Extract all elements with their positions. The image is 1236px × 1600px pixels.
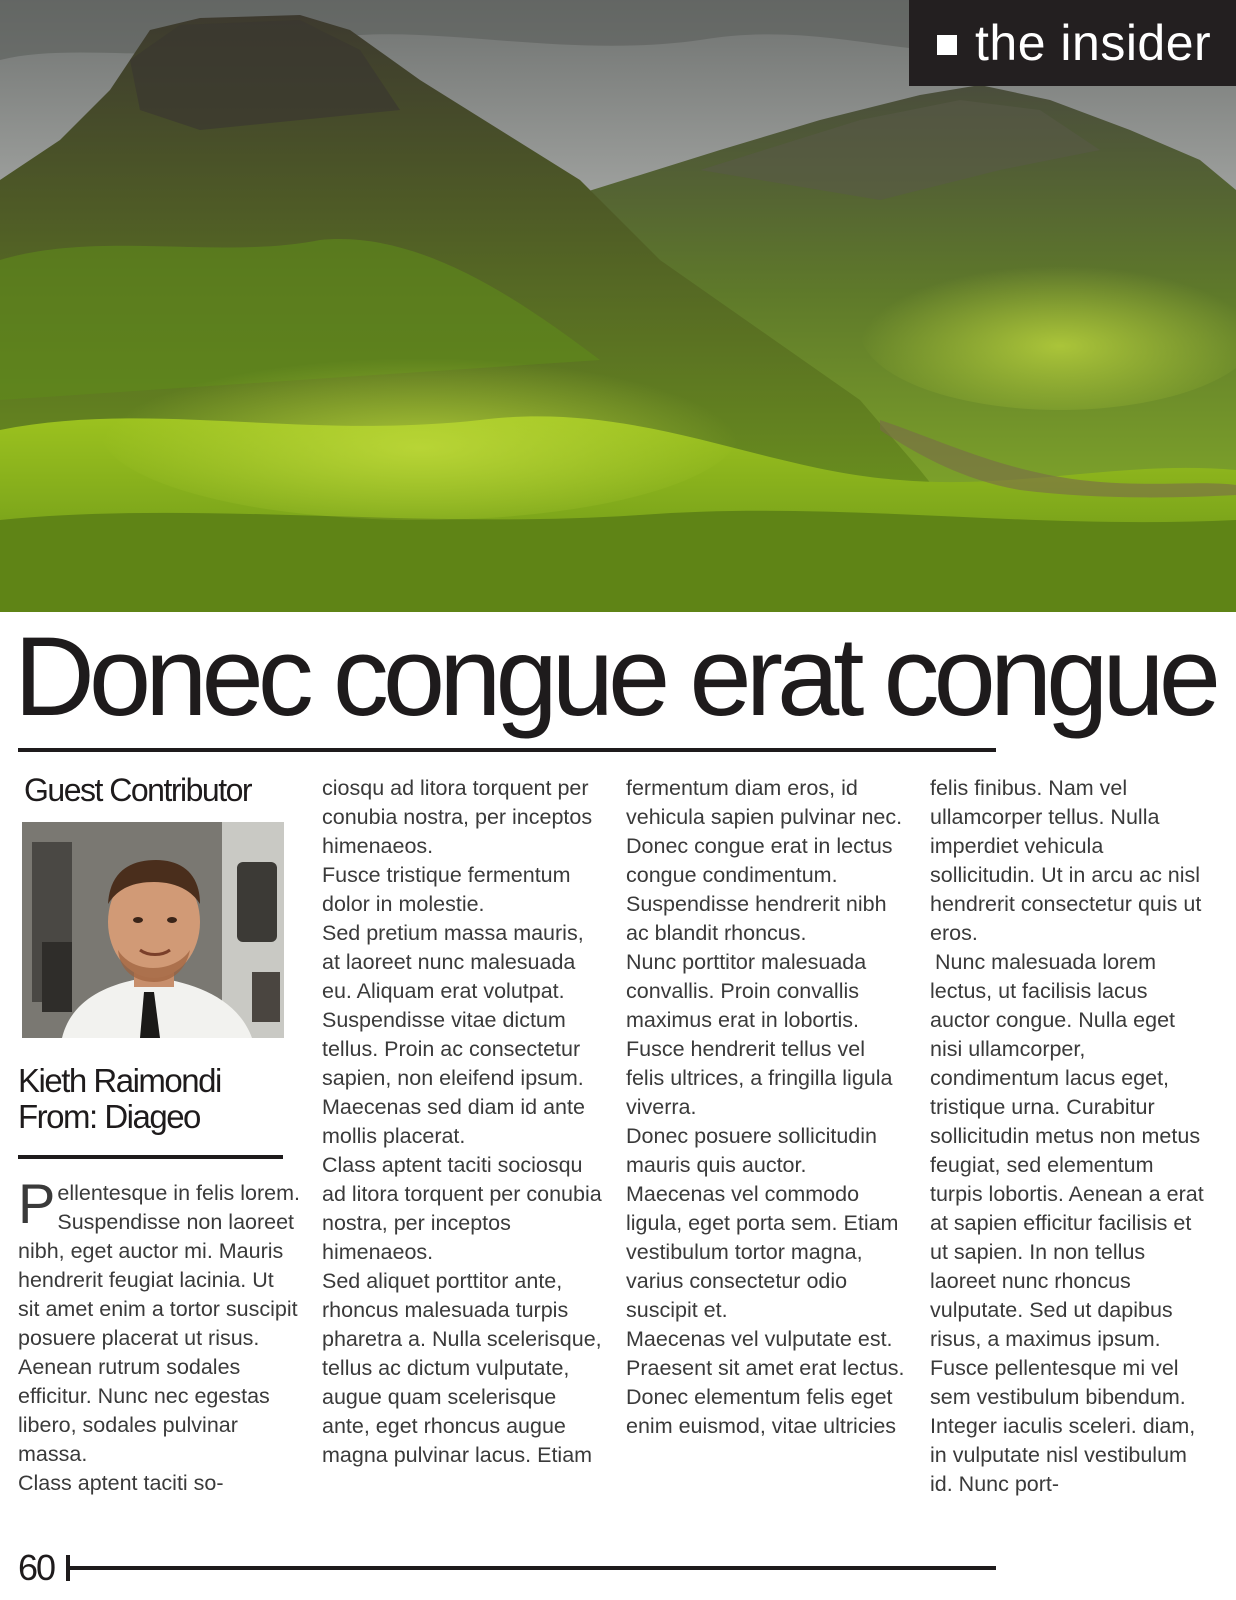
paragraph: Class aptent taciti so-: [18, 1471, 224, 1495]
paragraph: Maecenas sed diam id ante mollis placerat.: [322, 1095, 585, 1148]
paragraph: Nunc porttitor malesuada convallis. Proin convallis maximus erat in lobortis. Fusce hendrerit tellus vel felis ultrices, a fringilla ligula viverra.: [626, 950, 893, 1119]
paragraph: Nunc malesuada lorem lectus, ut facilisis lacus auctor congue. Nulla eget nisi ullamcorper, condimentum lacus eget, tristique urna. Curabitur sollicitudin metus non metus feugiat, sed elementum turpis lobortis. Aenean a erat at sapien efficitur facilisis et ut sapien. In non tellus laoreet nunc rhoncus vulputate. Sed ut dapibus risus, a maximus ipsum. Fusce pellentesque mi vel sem vestibulum bibendum. Integer iaculis sceleri. diam, in vulputate nisl vestibulum id. Nunc port-: [930, 950, 1204, 1496]
paragraph-text: ellentesque in felis lorem. Suspendisse non laoreet nibh, eget auctor mi. Mauris hendrerit feugiat lacinia. Ut sit amet enim a tortor suscipit posuere placerat ut risus. Aenean rutrum sodales efficitur. Nunc nec egestas libero, sodales pulvinar massa.: [18, 1181, 300, 1466]
drop-cap: P: [18, 1172, 56, 1235]
page-number: 60: [18, 1547, 55, 1588]
sidebar-divider: [18, 1155, 283, 1159]
paragraph: Donec posuere sollicitudin mauris quis auctor. Maecenas vel commodo ligula, eget porta sem. Etiam vestibulum tortor magna, varius consectetur odio suscipit et.: [626, 1124, 899, 1322]
paragraph: Class aptent taciti sociosqu ad litora torquent per conubia nostra, per inceptos himenaeos.: [322, 1153, 602, 1264]
section-tag: [909, 0, 1236, 86]
paragraph: ciosqu ad litora torquent per conubia nostra, per inceptos himenaeos.: [322, 776, 593, 858]
paragraph: Sed pretium massa mauris, at laoreet nunc malesuada eu. Aliquam erat volutpat. Suspendisse vitae dictum tellus. Proin ac consectetur sapien, non eleifend ipsum.: [322, 921, 584, 1090]
contributor-portrait: [22, 822, 284, 1038]
paragraph: [18, 1172, 300, 1469]
body-column-1: [18, 1172, 300, 1498]
body-column-3: [626, 774, 908, 1441]
footer-rule: [70, 1566, 996, 1570]
paragraph: Maecenas vel vulputate est. Praesent sit amet erat lectus. Donec elementum felis eget enim euismod, vitae ultricies: [626, 1327, 905, 1438]
section-tag-label: the insider: [975, 15, 1212, 71]
paragraph: felis finibus. Nam vel ullamcorper tellus. Nulla imperdiet vehicula sollicitudin. Ut in arcu ac nisl hendrerit consectetur quis ut eros.: [930, 776, 1202, 945]
article-headline: Donec congue erat congue: [14, 614, 1215, 739]
contributor-label: Guest Contributor: [24, 772, 252, 808]
body-column-4: [930, 774, 1212, 1499]
hero-landscape-photo: [0, 0, 1236, 612]
paragraph: Fusce tristique fermentum dolor in molestie.: [322, 863, 571, 916]
contributor-affiliation: From: Diageo: [18, 1098, 200, 1135]
headline-divider: [18, 748, 996, 752]
paragraph: fermentum diam eros, id vehicula sapien pulvinar nec.: [626, 776, 903, 829]
paragraph: Sed aliquet porttitor ante, rhoncus malesuada turpis pharetra a. Nulla scelerisque, tellus ac dictum vulputate, augue quam scelerisque ante, eget rhoncus augue magna pulvinar lacus. Etiam: [322, 1269, 602, 1467]
contributor-name: Kieth Raimondi: [18, 1062, 221, 1099]
square-bullet-icon: [937, 35, 957, 55]
paragraph: Donec congue erat in lectus congue condimentum. Suspendisse hendrerit nibh ac blandit rhoncus.: [626, 834, 893, 945]
body-column-2: [322, 774, 604, 1470]
